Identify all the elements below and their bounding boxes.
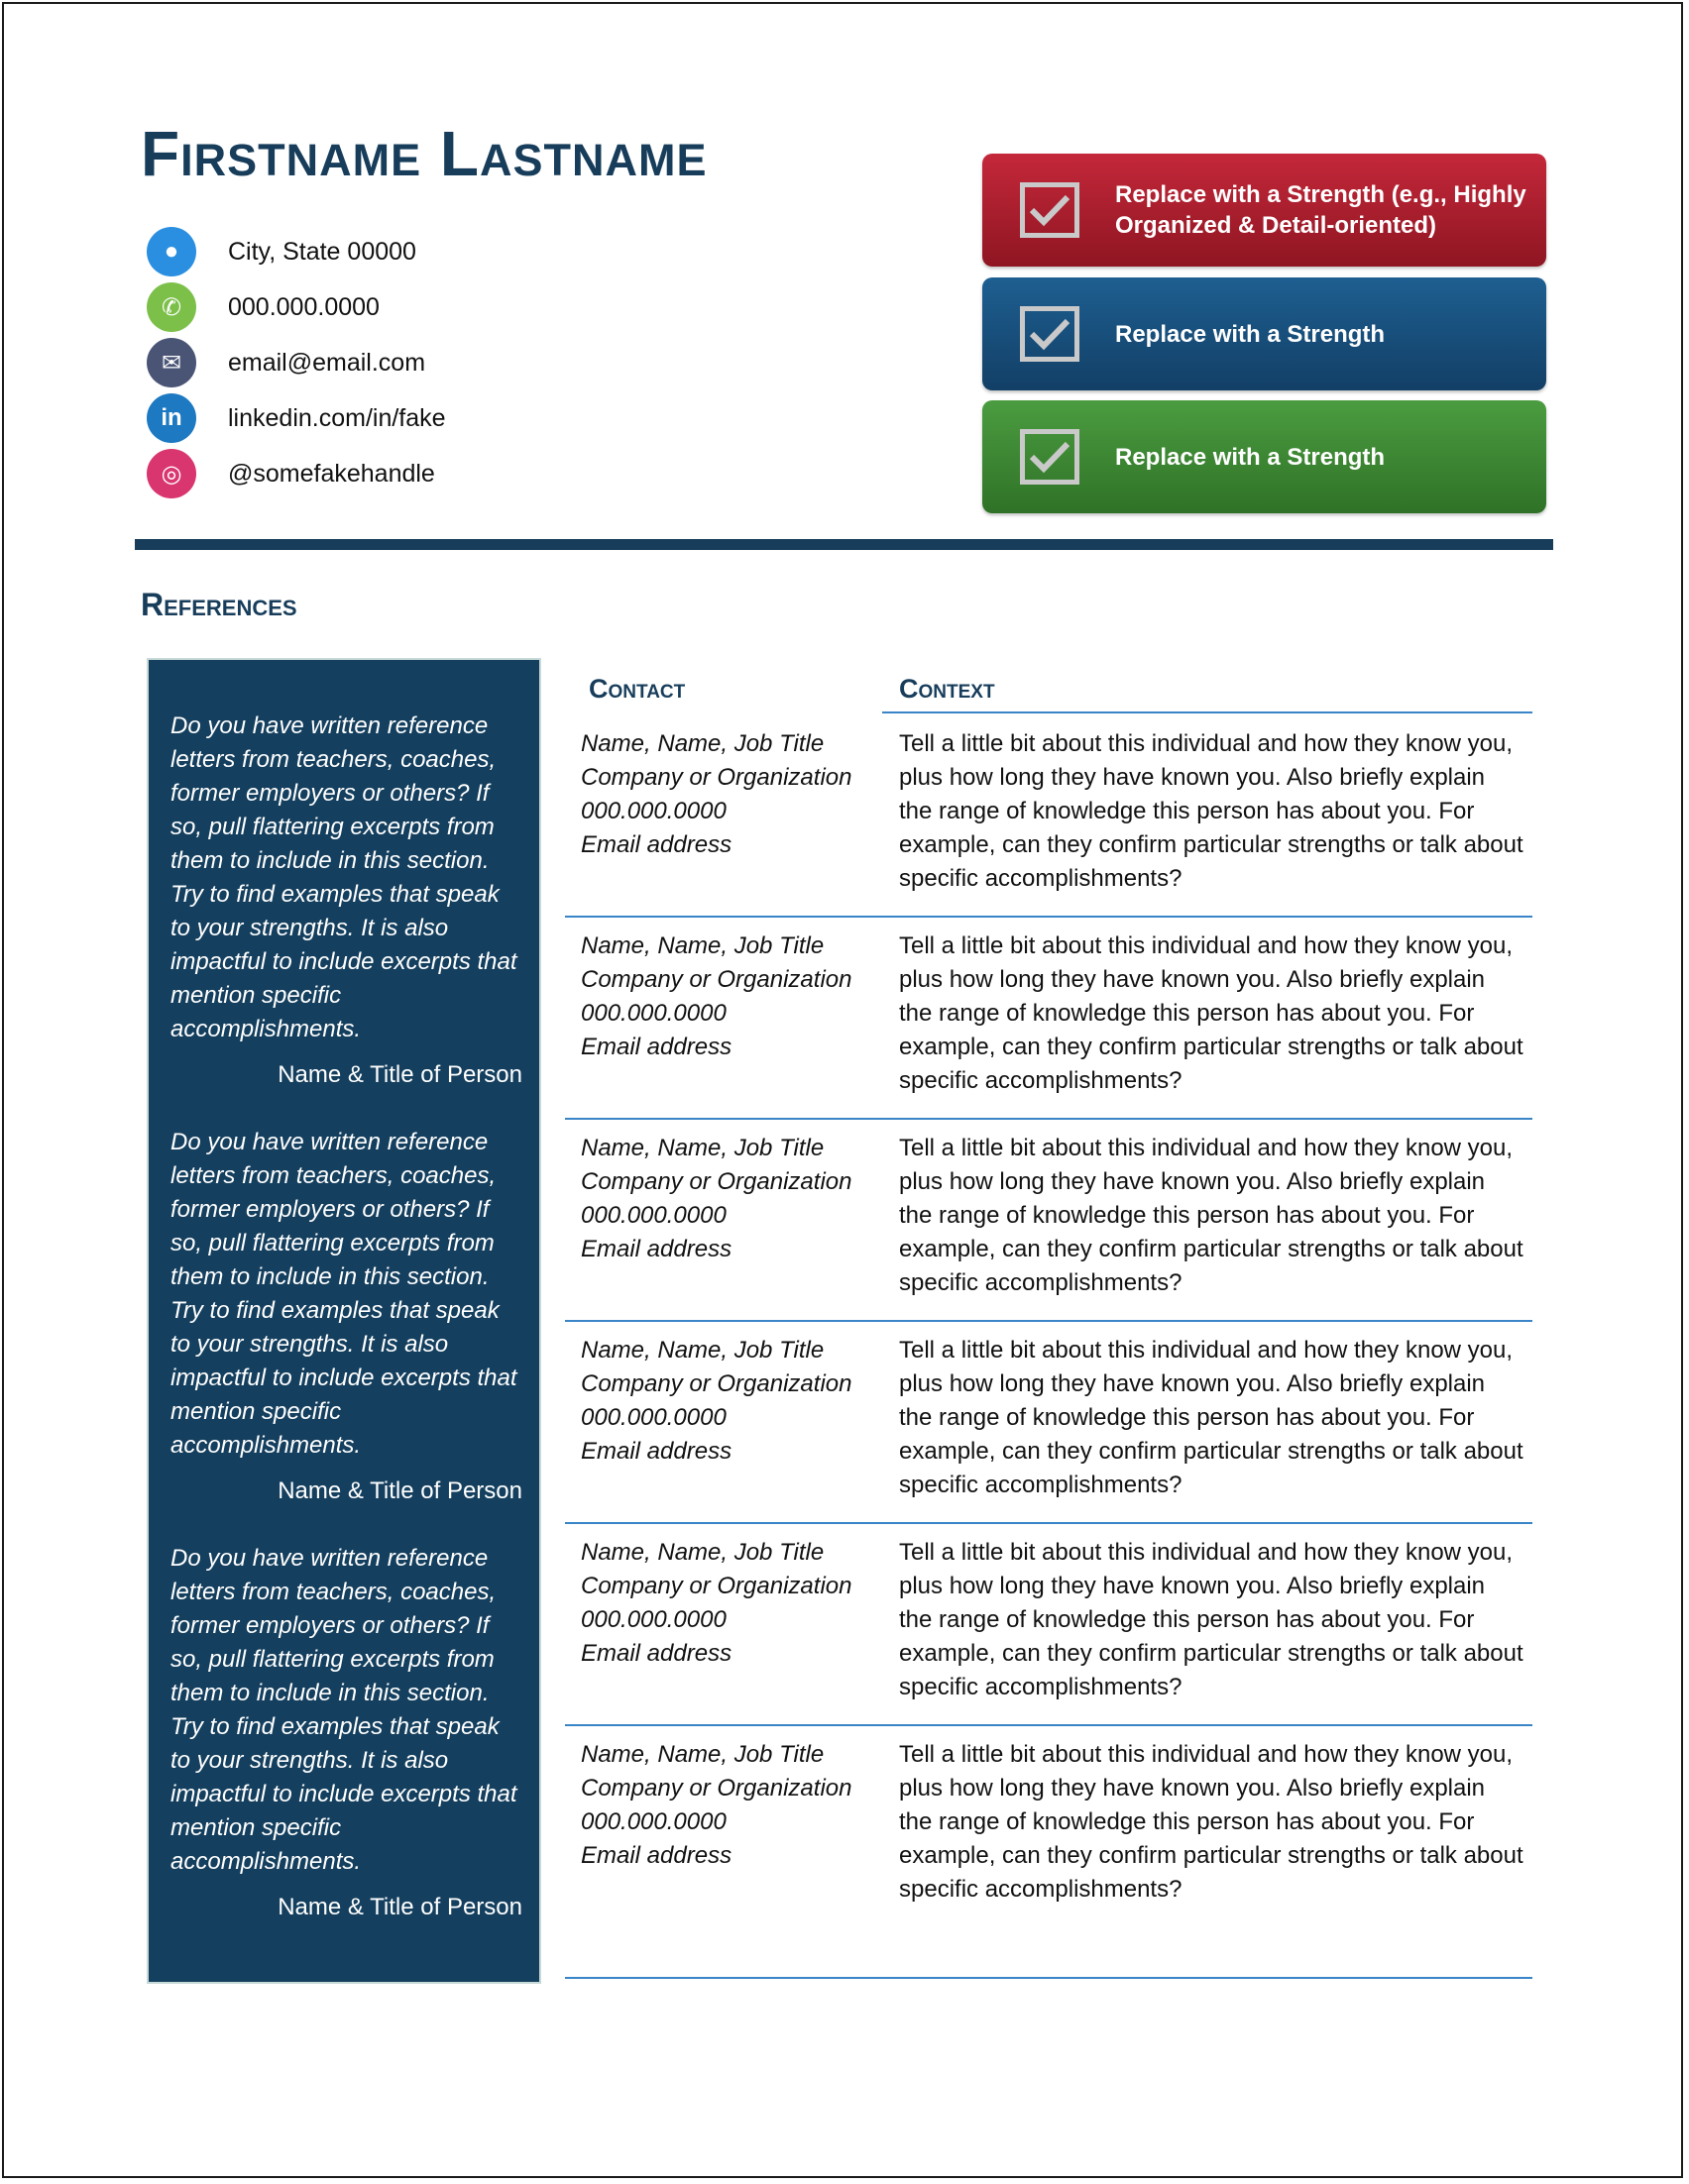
phone-icon: ✆ xyxy=(147,282,196,332)
contact-email-text[interactable]: email@email.com xyxy=(228,348,426,377)
column-header-contact: Contact xyxy=(589,674,686,704)
strength-card-2 xyxy=(982,277,1546,390)
contact-linkedin-text[interactable]: linkedin.com/in/fake xyxy=(228,403,446,432)
reference-context: Tell a little bit about this individual and how they know you, plus how long they have known you. Also briefly explain the range of knowledge this person has about you. For example, can they confirm particular strengths or talk about specific accomplishments? xyxy=(899,932,1523,1094)
strength-line: Replace with a Strength xyxy=(1115,320,1386,348)
reference-context: Tell a little bit about this individual and how they know you, plus how long they have known you. Also briefly explain the range of knowledge this person has about you. For example, can they confirm particular strengths or talk about specific accomplishments? xyxy=(899,730,1523,892)
strength-line: Replace with a Strength xyxy=(1115,443,1386,471)
quote-text: Do you have written reference letters from teachers, coaches, former employers or others? If so, pull flattering excerpts from them to include in this section. Try to find examples that speak to your strengths. It is also impactful to include excerpts that mention specific accomplishments. xyxy=(170,712,517,1042)
quote-text: Do you have written reference letters from teachers, coaches, former employers or others? If so, pull flattering excerpts from them to include in this section. Try to find examples that speak to your strengths. It is also impactful to include excerpts that mention specific accomplishments. xyxy=(170,1545,517,1875)
checkbox-icon xyxy=(1020,429,1079,485)
quote-attribution: Name & Title of Person xyxy=(278,1477,522,1504)
reference-name: Name, Name, Job Title xyxy=(581,1135,825,1161)
column-header-context: Context xyxy=(899,674,995,704)
table-row xyxy=(565,715,1532,918)
reference-phone: 000.000.0000 xyxy=(581,1404,727,1431)
reference-email: Email address xyxy=(581,1842,732,1869)
reference-email: Email address xyxy=(581,1236,732,1262)
table-bottom-line xyxy=(565,1977,1532,1979)
reference-contact xyxy=(581,1132,851,1266)
reference-company: Company or Organization xyxy=(581,1370,852,1397)
reference-email: Email address xyxy=(581,1034,732,1060)
quote-attribution: Name & Title of Person xyxy=(278,1894,522,1920)
reference-company: Company or Organization xyxy=(581,1573,852,1599)
contact-phone-text: 000.000.0000 xyxy=(228,292,380,321)
contact-instagram-text[interactable]: @somefakehandle xyxy=(228,459,435,488)
contact-location-text: City, State 00000 xyxy=(228,237,416,266)
strength-card-3 xyxy=(982,400,1546,513)
reference-contact xyxy=(581,1334,851,1469)
reference-phone: 000.000.0000 xyxy=(581,798,727,824)
strength-text xyxy=(1115,442,1385,473)
quote-block xyxy=(170,710,522,1092)
reference-phone: 000.000.0000 xyxy=(581,1202,727,1229)
reference-company: Company or Organization xyxy=(581,966,852,993)
quote-block xyxy=(170,1542,522,1924)
reference-name: Name, Name, Job Title xyxy=(581,1741,825,1768)
email-icon: ✉ xyxy=(147,338,196,387)
reference-context: Tell a little bit about this individual and how they know you, plus how long they have known you. Also briefly explain the range of knowledge this person has about you. For example, can they confirm particular strengths or talk about specific accomplishments? xyxy=(899,1539,1523,1700)
reference-phone: 000.000.0000 xyxy=(581,1606,727,1633)
reference-contact xyxy=(581,727,851,862)
linkedin-icon: in xyxy=(147,393,196,443)
table-row xyxy=(565,1524,1532,1726)
reference-email: Email address xyxy=(581,831,732,858)
reference-email: Email address xyxy=(581,1438,732,1465)
header-underline xyxy=(882,711,1532,713)
reference-company: Company or Organization xyxy=(581,1775,852,1802)
table-row xyxy=(565,1726,1532,1928)
reference-company: Company or Organization xyxy=(581,1168,852,1195)
header-divider xyxy=(135,539,1553,550)
checkbox-icon xyxy=(1020,306,1079,362)
strength-line: Replace with a Strength (e.g., Highly xyxy=(1115,181,1526,208)
quote-attribution: Name & Title of Person xyxy=(278,1061,522,1088)
reference-name: Name, Name, Job Title xyxy=(581,730,825,757)
contact-instagram xyxy=(147,446,446,501)
candidate-name: Firstname Lastname xyxy=(141,118,708,189)
reference-contact xyxy=(581,929,851,1064)
strength-card-1 xyxy=(982,154,1546,267)
reference-name: Name, Name, Job Title xyxy=(581,1337,825,1364)
reference-company: Company or Organization xyxy=(581,764,852,791)
contact-list xyxy=(147,224,446,501)
reference-contact xyxy=(581,1738,851,1873)
quote-text: Do you have written reference letters from teachers, coaches, former employers or others? If so, pull flattering excerpts from them to include in this section. Try to find examples that speak to your strengths. It is also impactful to include excerpts that mention specific accomplishments. xyxy=(170,1129,517,1459)
strength-line: Organized & Detail-oriented) xyxy=(1115,212,1437,239)
instagram-icon: ◎ xyxy=(147,449,196,498)
reference-phone: 000.000.0000 xyxy=(581,1000,727,1027)
table-row xyxy=(565,1120,1532,1322)
contact-email xyxy=(147,335,446,390)
section-title-references: References xyxy=(141,587,297,622)
strength-text xyxy=(1115,319,1385,350)
reference-phone: 000.000.0000 xyxy=(581,1808,727,1835)
reference-context: Tell a little bit about this individual and how they know you, plus how long they have known you. Also briefly explain the range of knowledge this person has about you. For example, can they confirm particular strengths or talk about specific accomplishments? xyxy=(899,1741,1523,1903)
reference-context: Tell a little bit about this individual and how they know you, plus how long they have known you. Also briefly explain the range of knowledge this person has about you. For example, can they confirm particular strengths or talk about specific accomplishments? xyxy=(899,1337,1523,1498)
contact-linkedin xyxy=(147,390,446,446)
table-row xyxy=(565,918,1532,1120)
checkbox-icon xyxy=(1020,182,1079,238)
table-row xyxy=(565,1322,1532,1524)
location-pin-icon: ● xyxy=(147,227,196,276)
reference-name: Name, Name, Job Title xyxy=(581,932,825,959)
quote-panel xyxy=(149,660,539,1982)
reference-email: Email address xyxy=(581,1640,732,1667)
strength-text xyxy=(1115,179,1526,241)
reference-context: Tell a little bit about this individual and how they know you, plus how long they have known you. Also briefly explain the range of knowledge this person has about you. For example, can they confirm particular strengths or talk about specific accomplishments? xyxy=(899,1135,1523,1296)
reference-contact xyxy=(581,1536,851,1671)
contact-location xyxy=(147,224,446,279)
quote-block xyxy=(170,1126,522,1508)
contact-phone xyxy=(147,279,446,335)
reference-name: Name, Name, Job Title xyxy=(581,1539,825,1566)
